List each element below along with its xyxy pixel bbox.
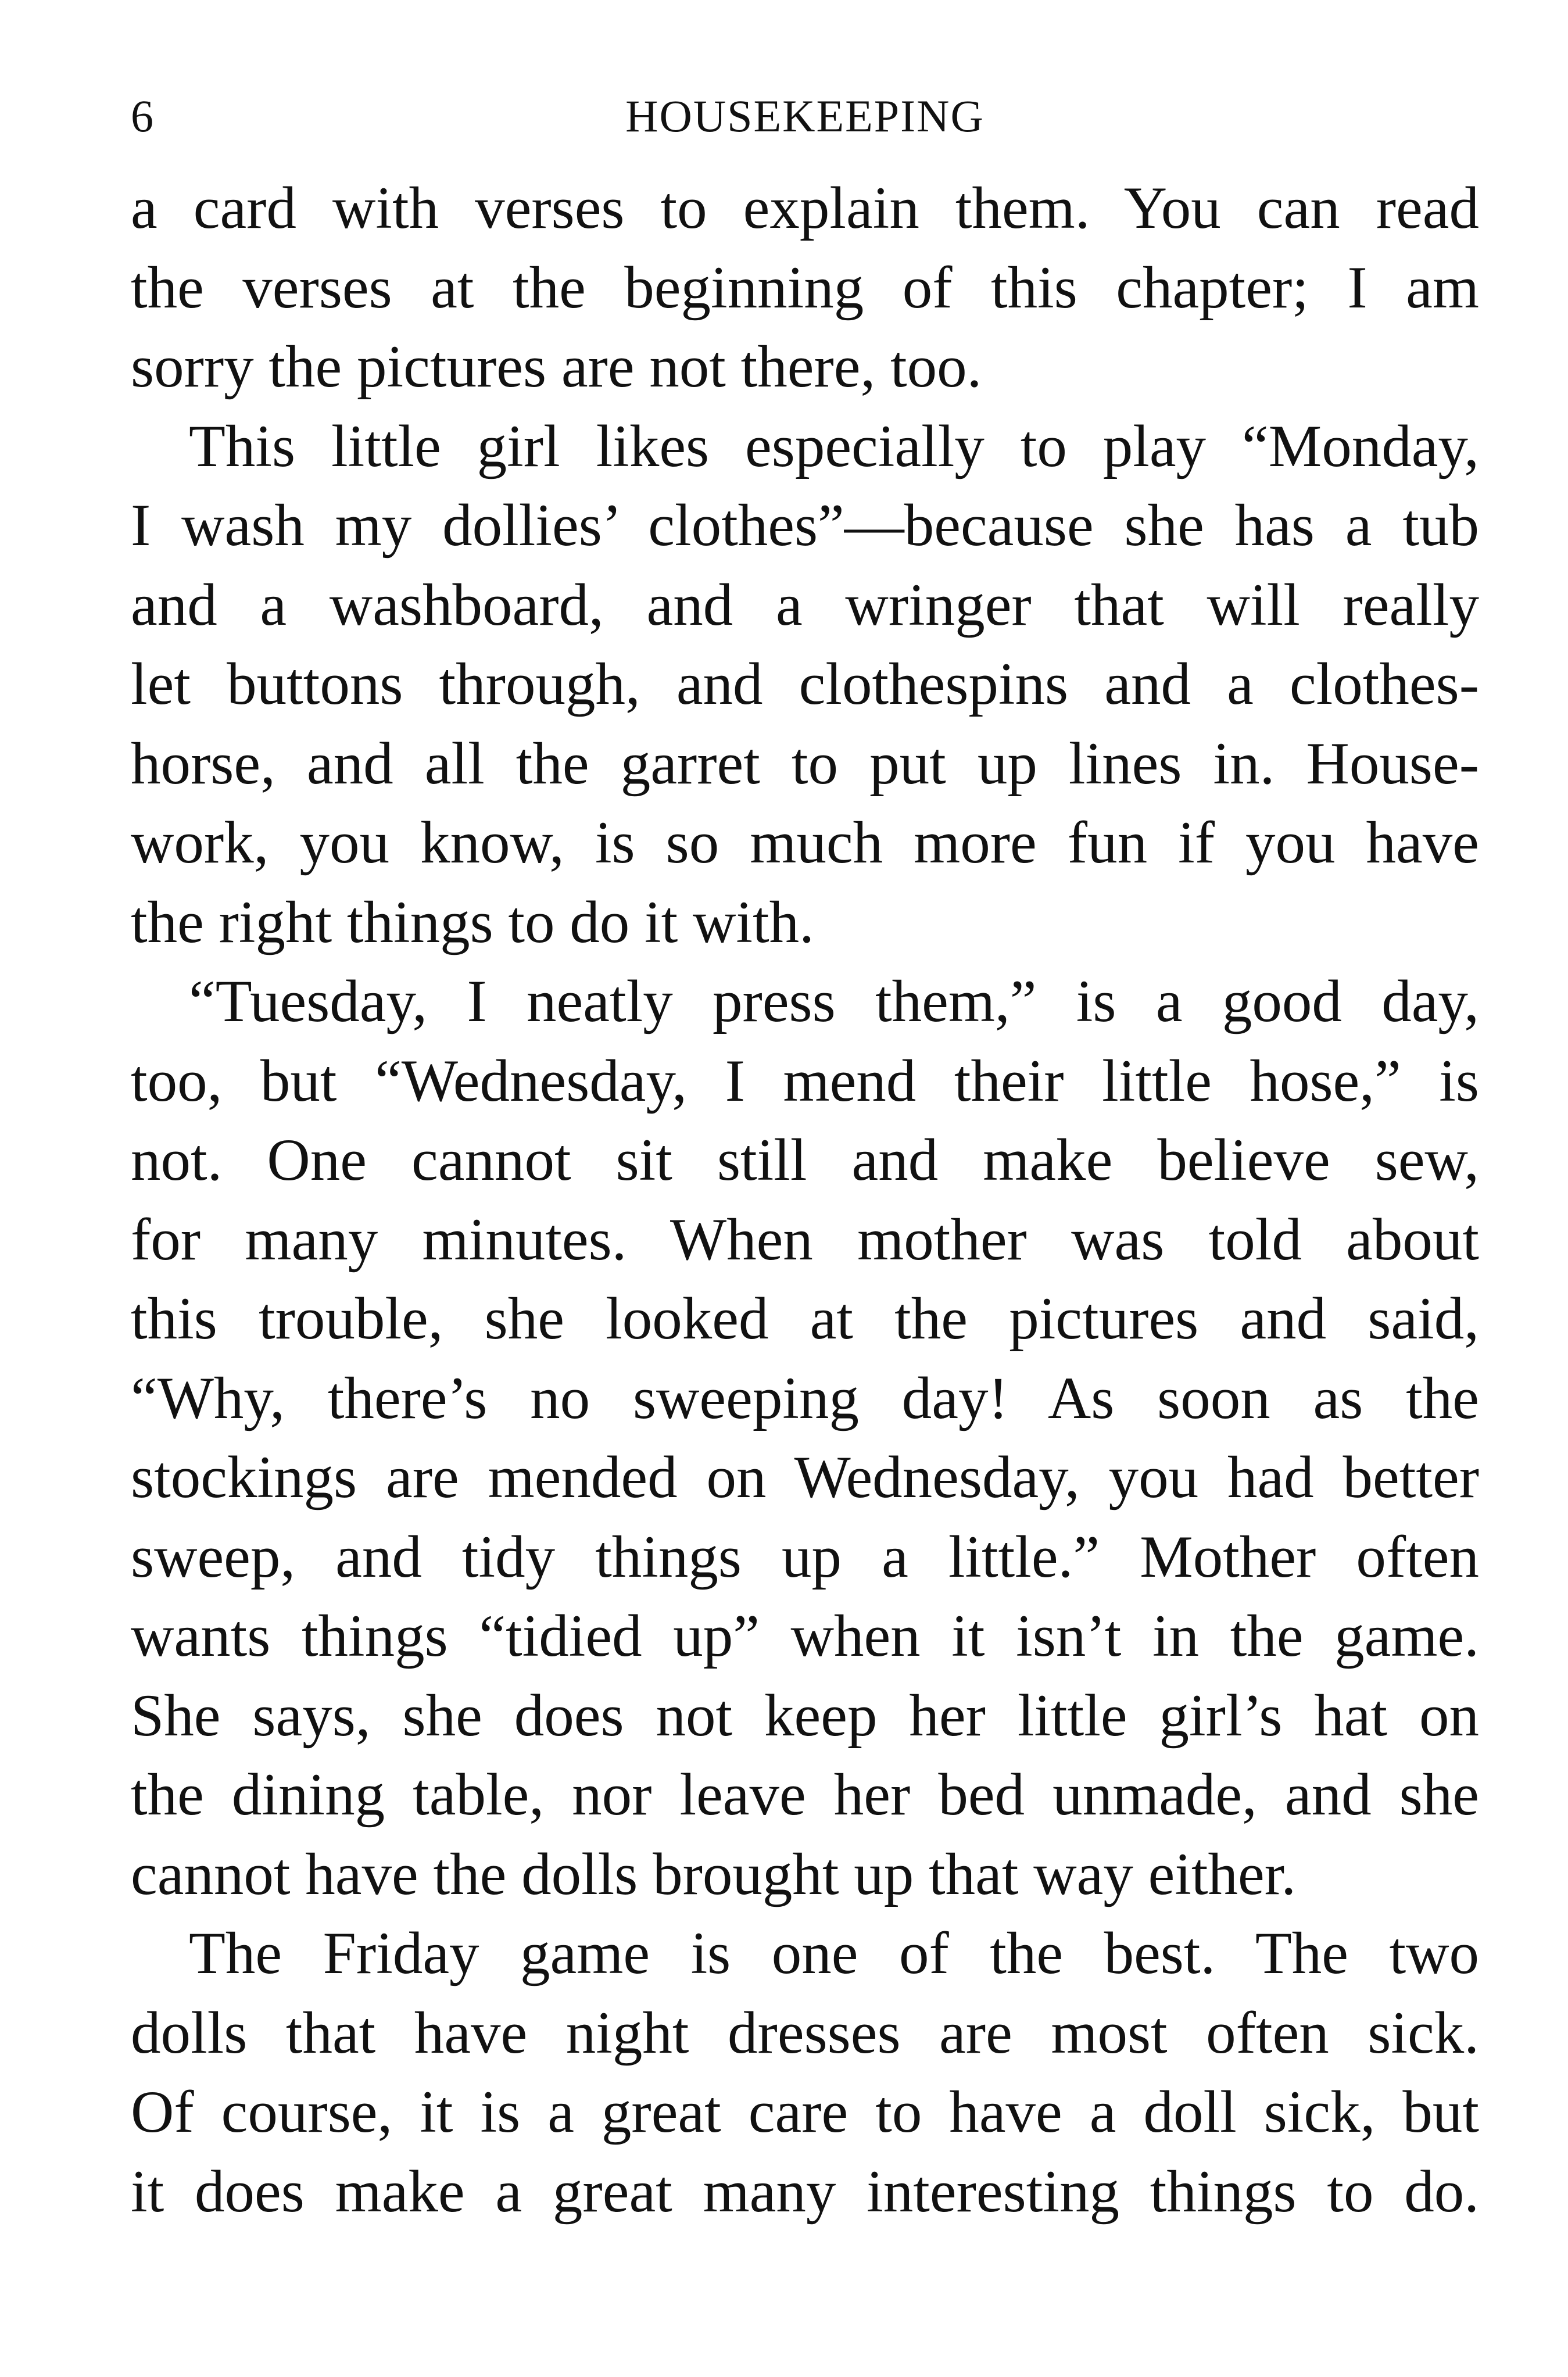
text-line: sorry the pictures are not there, too. — [131, 334, 982, 400]
text-line: Of course, it is a great care to have a doll sick, but — [131, 2079, 1479, 2145]
text-line: This little girl likes especially to play “Monday, — [189, 413, 1479, 479]
body-text — [131, 169, 1479, 2231]
text-line: The Friday game is one of the best. The two — [189, 1920, 1479, 1986]
text-line: the verses at the beginning of this chapter; I am — [131, 254, 1479, 321]
text-line: “Why, there’s no sweeping day! As soon as the — [131, 1365, 1479, 1431]
text-line: She says, she does not keep her little girl’s hat on — [131, 1682, 1479, 1749]
text-line: horse, and all the garret to put up lines in. House- — [131, 730, 1479, 797]
text-line: for many minutes. When mother was told about — [131, 1206, 1479, 1273]
text-line: this trouble, she looked at the pictures and said, — [131, 1286, 1479, 1352]
text-line: and a washboard, and a wringer that will really — [131, 571, 1479, 638]
text-line: stockings are mended on Wednesday, you had better — [131, 1444, 1479, 1510]
text-line: a card with verses to explain them. You can read — [131, 175, 1479, 241]
text-line: too, but “Wednesday, I mend their little hose,” is — [131, 1047, 1479, 1114]
text-line: sweep, and tidy things up a little.” Mother often — [131, 1523, 1479, 1590]
text-line: wants things “tidied up” when it isn’t in the game. — [131, 1603, 1479, 1669]
running-head: HOUSEKEEPING — [625, 91, 985, 141]
text-line: not. One cannot sit still and make believe sew, — [131, 1127, 1479, 1193]
page-number: 6 — [131, 91, 153, 141]
text-line: work, you know, is so much more fun if you have — [131, 810, 1479, 876]
text-line: the dining table, nor leave her bed unmade, and she — [131, 1762, 1479, 1828]
text-line: let buttons through, and clothespins and a clothes- — [131, 651, 1479, 717]
text-line: “Tuesday, I neatly press them,” is a good day, — [189, 968, 1479, 1034]
page-header — [131, 87, 1479, 151]
text-line: it does make a great many interesting things to do. — [131, 2158, 1479, 2225]
text-line: the right things to do it with. — [131, 889, 814, 955]
text-line: dolls that have night dresses are most often sick. — [131, 1999, 1479, 2066]
text-line: cannot have the dolls brought up that way either. — [131, 1841, 1297, 1907]
text-line: I wash my dollies’ clothes”—because she has a tub — [131, 492, 1479, 559]
